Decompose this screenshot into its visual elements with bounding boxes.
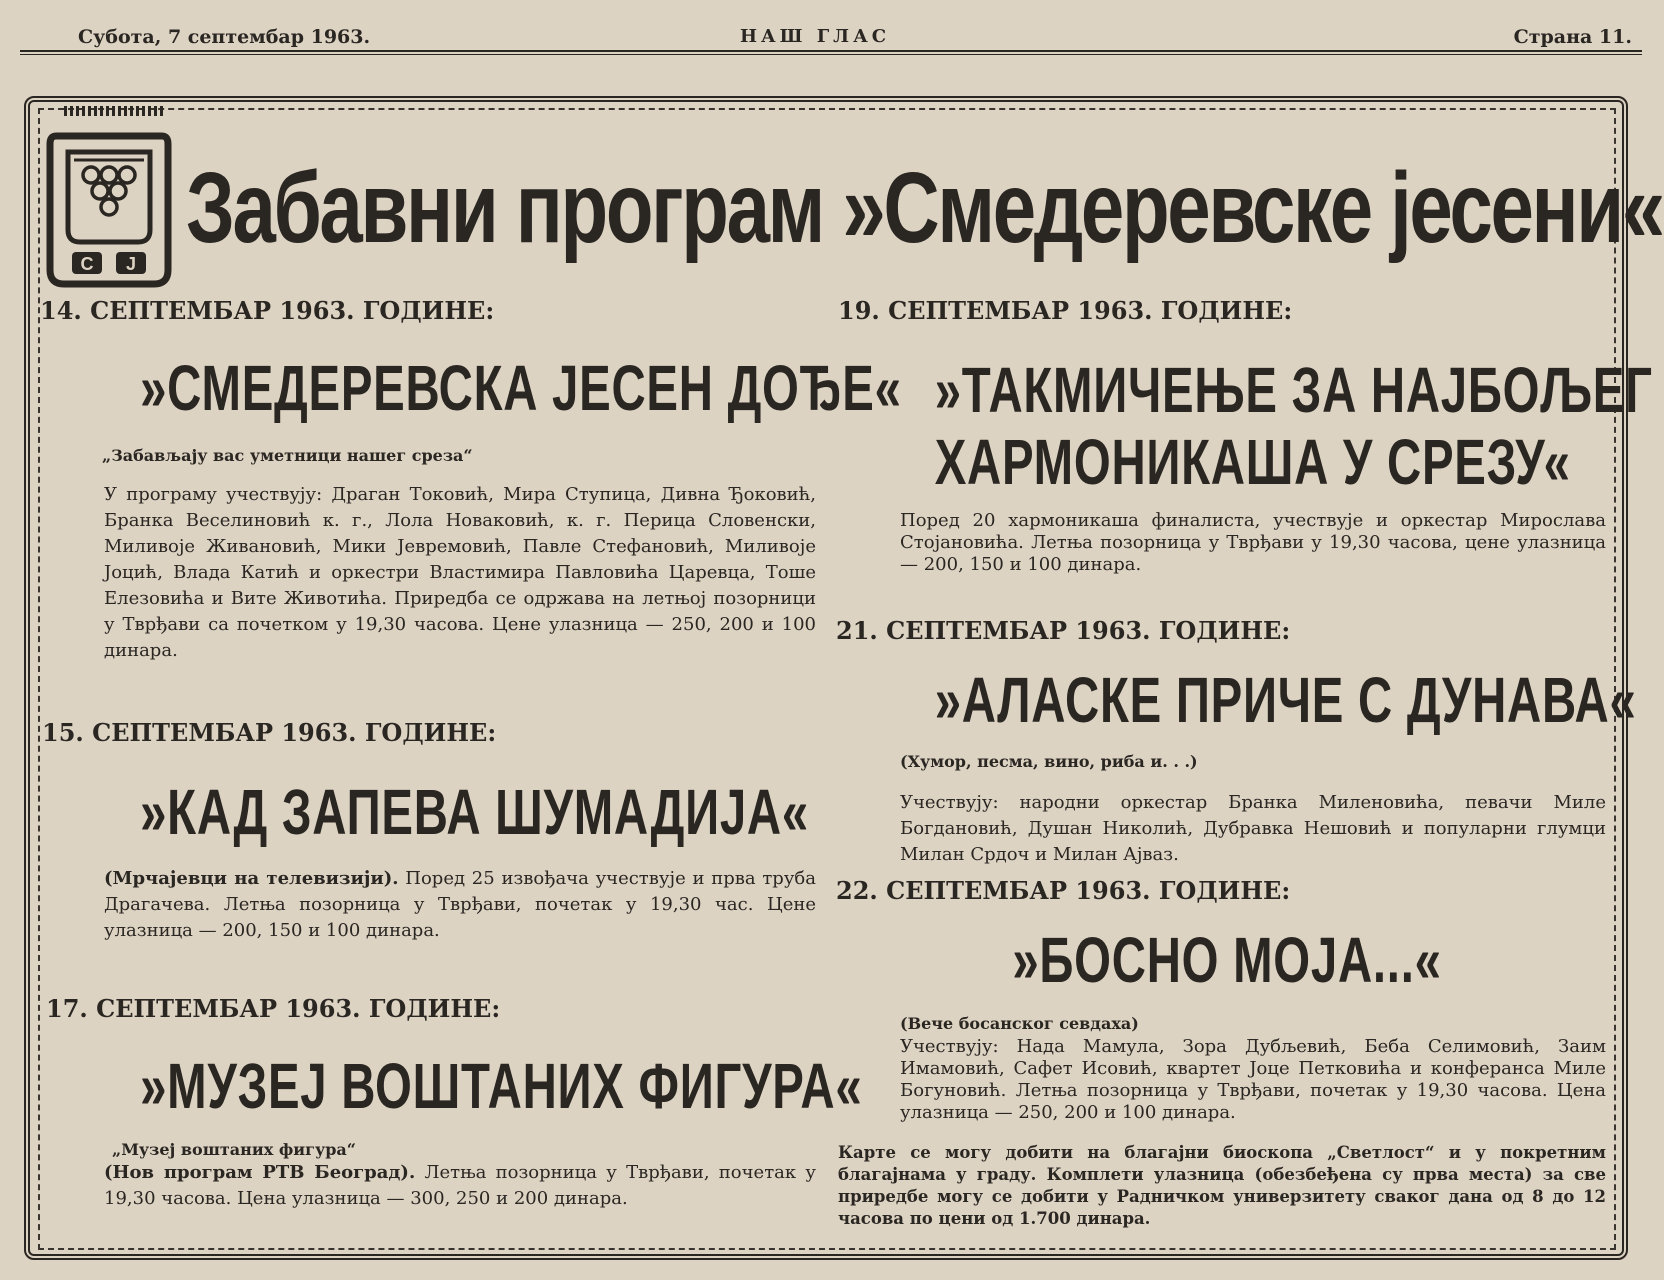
- logo-letter-j: Ј: [125, 254, 137, 274]
- event-3-body: [104, 1160, 816, 1212]
- event-1-name: »СМЕДЕРЕВСКА ЈЕСЕН ДОЂЕ«: [140, 352, 902, 424]
- event-2-name: »КАД ЗАПЕВА ШУМАДИЈА«: [140, 776, 809, 848]
- event-3-name: »МУЗЕЈ ВОШТАНИХ ФИГУРА«: [140, 1050, 863, 1122]
- event-4-text: Поред 20 хармоникаша финалиста, учествује и оркестар Мирослава Стојановића. Летња позорница у Тврђави у 19,30 часова, цене улазница — 200, 150 и 100 динара.: [900, 510, 1606, 575]
- event-6-text: Учествују: Нада Мамула, Зора Дубљевић, Беба Селимовић, Заим Имамовић, Сафет Исовић, квартет Јоце Петковића и конферанса Миле Богуновић. Летња позорница у Тврђави, почетак у 19,30 часова. Цена улазница — 250, 200 и 100 динара.: [900, 1036, 1606, 1123]
- main-title: Забавни програм »Смедеревске јесени«: [186, 152, 1663, 264]
- event-6-date: 22. СЕПТЕМБАР 1963. ГОДИНЕ:: [836, 876, 1291, 905]
- ticket-info: Карте се могу добити на благајни биоскопа „Светлост“ и у покретним благајнама у граду. Комплети улазница (обезбеђена су прва места) за све приредбе могу се добити у Радничком универзитету сваког дана од 8 до 12 часова по цени од 1.700 динара.: [838, 1143, 1606, 1228]
- event-3-text: Летња позорница у Тврђави, почетак у 19,30 часова. Цена улазница — 300, 250 и 200 динара.: [104, 1162, 816, 1209]
- event-5-name: »АЛАСКЕ ПРИЧЕ С ДУНАВА«: [934, 664, 1637, 736]
- event-2-subtitle: (Мрчајевци на телевизији).: [104, 868, 399, 889]
- event-5-date: 21. СЕПТЕМБАР 1963. ГОДИНЕ:: [836, 616, 1291, 645]
- header-divider: [20, 50, 1642, 52]
- festival-logo-icon: [46, 130, 172, 290]
- event-5-subtitle: (Хумор, песма, вино, риба и. . .): [900, 752, 1198, 771]
- event-6-subtitle: (Вече босанског севдаха): [900, 1014, 1139, 1033]
- event-2-text: Поред 25 извођача учествује и прва труба Драгачева. Летња позорница у Тврђави, почетак у 19,30 час. Цене улазница — 200, 150 и 100 динара.: [104, 868, 816, 941]
- event-2-date: 15. СЕПТЕМБАР 1963. ГОДИНЕ:: [42, 718, 497, 747]
- event-5-text: Учествују: народни оркестар Бранка Миленовића, певачи Миле Богдановић, Душан Николић, Дубравка Нешовић и популарни глумци Милан Срдоч и Милан Ајваз.: [900, 792, 1606, 865]
- event-1-subtitle: „Забављају вас уметници нашег среза“: [102, 446, 473, 465]
- event-4-name-line2: ХАРМОНИКАША У СРЕЗУ«: [934, 426, 1571, 498]
- page-header: [78, 22, 1632, 48]
- event-4-date: 19. СЕПТЕМБАР 1963. ГОДИНЕ:: [838, 296, 1293, 325]
- event-3-subtitle: „Музеј воштаних фигура“: [112, 1140, 356, 1159]
- page-number: Страна 11.: [1513, 26, 1632, 48]
- event-4-name-line1: »ТАКМИЧЕЊЕ ЗА НАЈБОЉЕГ: [934, 354, 1653, 426]
- event-1-date: 14. СЕПТЕМБАР 1963. ГОДИНЕ:: [40, 296, 495, 325]
- frame-ornament: [64, 106, 164, 116]
- newspaper-name: НАШ ГЛАС: [740, 26, 891, 47]
- logo-letter-c: С: [80, 254, 94, 274]
- event-3-date: 17. СЕПТЕМБАР 1963. ГОДИНЕ:: [46, 994, 501, 1023]
- header-divider-thin: [20, 54, 1642, 55]
- event-1-text: У програму учествују: Драган Токовић, Мира Ступица, Дивна Ђоковић, Бранка Веселиновић к. г., Лола Новаковић, к. г. Перица Словенски, Миливоје Живановић, Мики Јевремовић, Павле Стефановић, Миливоје Јоцић, Влада Катић и оркестри Властимира Павловића Царевца, Тоше Елезовића и Вите Животића. Приредба се одржава на летњој позорници у Тврђави са почетком у 19,30 часова. Цене улазница — 250, 200 и 100 динара.: [104, 484, 816, 661]
- event-2-body: [104, 866, 816, 944]
- event-6-name: »БОСНО МОЈА...«: [1012, 924, 1442, 996]
- issue-date: Субота, 7 септембар 1963.: [78, 26, 371, 48]
- event-3-subtitle2: (Нов програм РТВ Београд).: [104, 1162, 416, 1183]
